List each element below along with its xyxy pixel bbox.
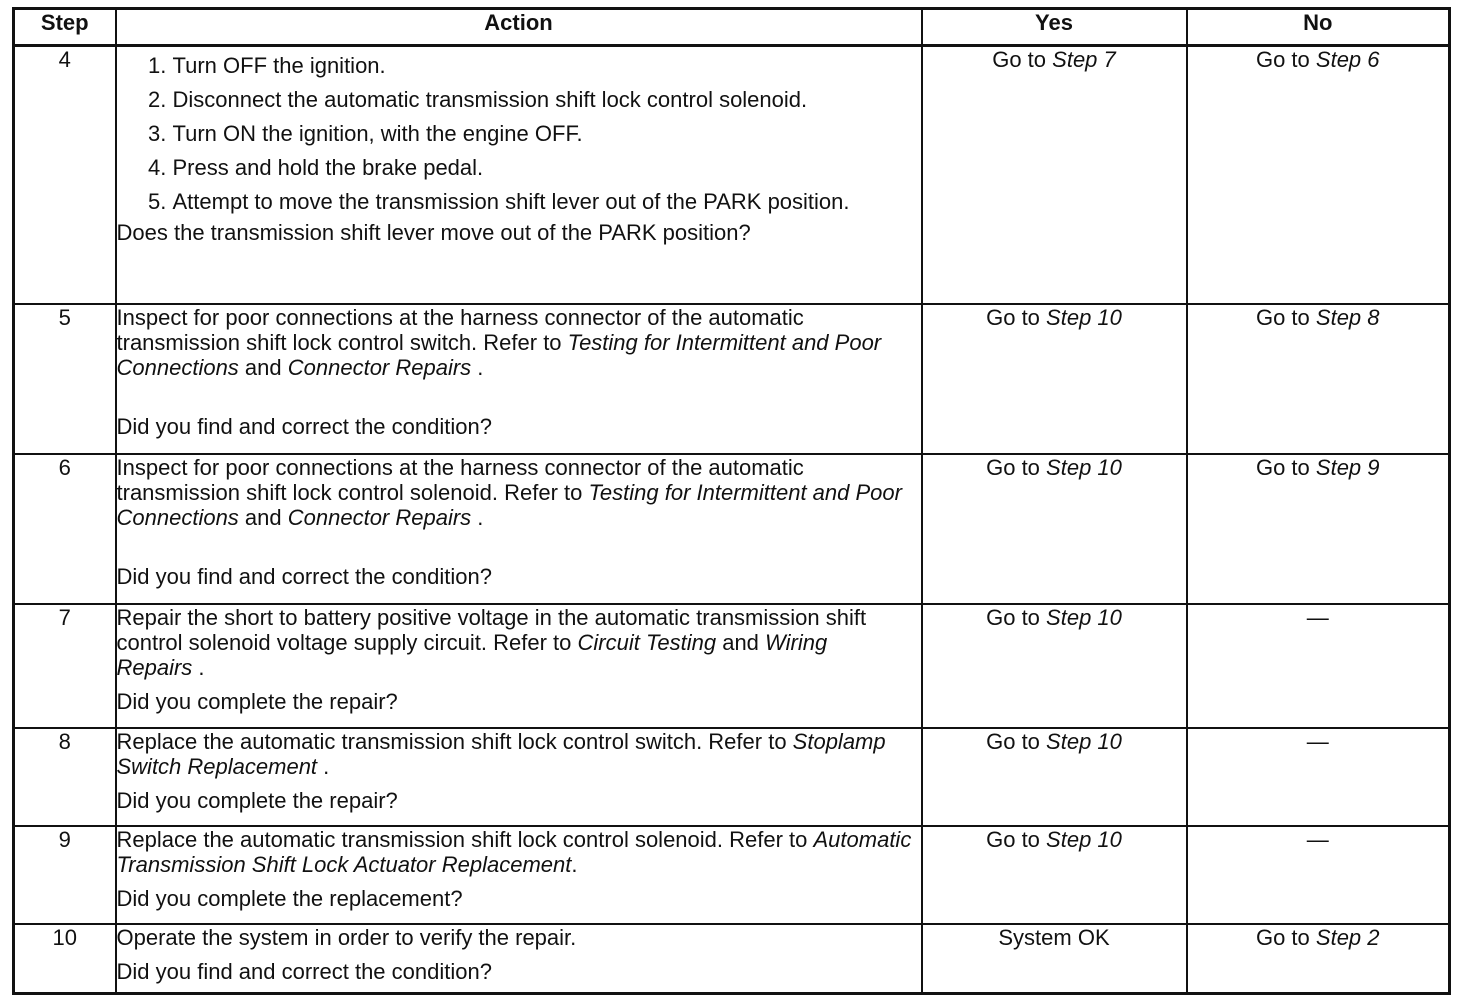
reference-link[interactable]: Automatic Transmission Shift Lock Actuator Replacement: [116, 826, 912, 877]
yes-cell: [922, 46, 1187, 304]
question-text: Did you find and correct the condition?: [116, 563, 492, 589]
list-item: 3. Turn ON the ignition, with the engine OFF.: [173, 121, 921, 146]
header-row: [14, 9, 1450, 46]
procedure-list: [117, 53, 921, 214]
action-text: Operate the system in order to verify the repair.: [116, 924, 577, 950]
question-text: Does the transmission shift lever move out of the PARK position?: [116, 220, 751, 245]
no-step-link[interactable]: Step 9: [1315, 454, 1380, 480]
yes-cell: [922, 728, 1187, 826]
list-item: 2. Disconnect the automatic transmission shift lock control solenoid.: [173, 87, 921, 112]
yes-prefix: Go to: [986, 826, 1040, 852]
list-item: 1. Turn OFF the ignition.: [173, 53, 921, 78]
reference-link[interactable]: Connector Repairs: [287, 504, 472, 530]
yes-cell: [922, 826, 1187, 924]
yes-prefix: Go to: [992, 47, 1047, 72]
step-number: 4: [14, 46, 116, 304]
step-number: 8: [14, 728, 116, 826]
action-text: Inspect for poor connections at the harness connector of the automatic transmission shift lock control solenoid. Refer to Testing for Intermittent and Poor Connections and Connector Repairs .: [116, 454, 902, 530]
no-prefix: Go to: [1255, 304, 1310, 330]
yes-prefix: Go to: [986, 604, 1040, 630]
header-yes: Yes: [922, 9, 1187, 46]
list-item: 4. Press and hold the brake pedal.: [173, 155, 921, 180]
action-text: Repair the short to battery positive voltage in the automatic transmission shift control solenoid voltage supply circuit. Refer to Circuit Testing and Wiring Repairs .: [116, 604, 867, 680]
reference-link[interactable]: Circuit Testing: [577, 629, 717, 655]
yes-prefix: Go to: [986, 454, 1040, 480]
action-cell: [116, 46, 922, 304]
yes-cell: [922, 604, 1187, 728]
reference-link[interactable]: Connector Repairs: [287, 354, 472, 380]
reference-link[interactable]: Testing for Intermittent and Poor Connections: [116, 329, 882, 380]
step-number: 5: [14, 304, 116, 454]
no-dash: —: [1306, 604, 1329, 630]
action-text: Replace the automatic transmission shift lock control solenoid. Refer to Automatic Transmission Shift Lock Actuator Replacement.: [116, 826, 912, 877]
no-prefix: Go to: [1255, 47, 1310, 72]
no-cell: [1187, 728, 1450, 826]
table-row: [14, 728, 1450, 826]
reference-link[interactable]: Stoplamp Switch Replacement: [116, 728, 886, 779]
yes-step-link[interactable]: Step 10: [1046, 826, 1122, 852]
yes-cell: [922, 454, 1187, 604]
diagnostic-table: [12, 7, 1451, 995]
step-number: 6: [14, 454, 116, 604]
header-no: No: [1187, 9, 1450, 46]
yes-prefix: Go to: [986, 728, 1040, 754]
no-cell: [1187, 604, 1450, 728]
yes-step-link[interactable]: Step 10: [1046, 604, 1122, 630]
yes-step-link[interactable]: Step 10: [1046, 304, 1122, 330]
no-prefix: Go to: [1255, 924, 1310, 950]
yes-step-link[interactable]: Step 7: [1052, 47, 1116, 72]
question-text: Did you complete the repair?: [116, 688, 398, 714]
yes-cell: [922, 304, 1187, 454]
no-prefix: Go to: [1255, 454, 1310, 480]
question-text: Did you find and correct the condition?: [116, 413, 492, 439]
no-cell: [1187, 826, 1450, 924]
no-cell: [1187, 924, 1450, 994]
list-item: 5. Attempt to move the transmission shift lever out of the PARK position.: [173, 189, 921, 214]
table-row: [14, 46, 1450, 304]
step-number: 10: [14, 924, 116, 994]
action-text: Replace the automatic transmission shift lock control switch. Refer to Stoplamp Switch Replacement .: [116, 728, 886, 779]
action-cell: [116, 924, 922, 994]
action-cell: [116, 728, 922, 826]
yes-step-link[interactable]: Step 10: [1046, 728, 1122, 754]
step-number: 9: [14, 826, 116, 924]
table-row: [14, 304, 1450, 454]
table-row: [14, 924, 1450, 994]
table-row: [14, 826, 1450, 924]
action-text: Inspect for poor connections at the harness connector of the automatic transmission shift lock control switch. Refer to Testing for Intermittent and Poor Connections and Connector Repairs .: [116, 304, 882, 380]
no-step-link[interactable]: Step 6: [1315, 47, 1380, 72]
no-step-link[interactable]: Step 2: [1315, 924, 1380, 950]
action-cell: [116, 304, 922, 454]
header-action: Action: [116, 9, 922, 46]
no-cell: [1187, 304, 1450, 454]
step-number: 7: [14, 604, 116, 728]
question-text: Did you complete the replacement?: [116, 885, 463, 911]
yes-result: System OK: [998, 924, 1110, 950]
no-dash: —: [1306, 826, 1329, 852]
no-step-link[interactable]: Step 8: [1315, 304, 1380, 330]
question-text: Did you find and correct the condition?: [116, 958, 492, 984]
yes-prefix: Go to: [986, 304, 1040, 330]
reference-link[interactable]: Testing for Intermittent and Poor Connections: [116, 479, 902, 530]
no-dash: —: [1306, 728, 1329, 754]
action-cell: [116, 604, 922, 728]
action-cell: [116, 826, 922, 924]
action-cell: [116, 454, 922, 604]
yes-cell: [922, 924, 1187, 994]
question-text: Did you complete the repair?: [116, 787, 398, 813]
no-cell: [1187, 454, 1450, 604]
table-row: [14, 604, 1450, 728]
table-row: [14, 454, 1450, 604]
yes-step-link[interactable]: Step 10: [1046, 454, 1122, 480]
header-step: Step: [14, 9, 116, 46]
no-cell: [1187, 46, 1450, 304]
reference-link[interactable]: Wiring Repairs: [116, 629, 828, 680]
